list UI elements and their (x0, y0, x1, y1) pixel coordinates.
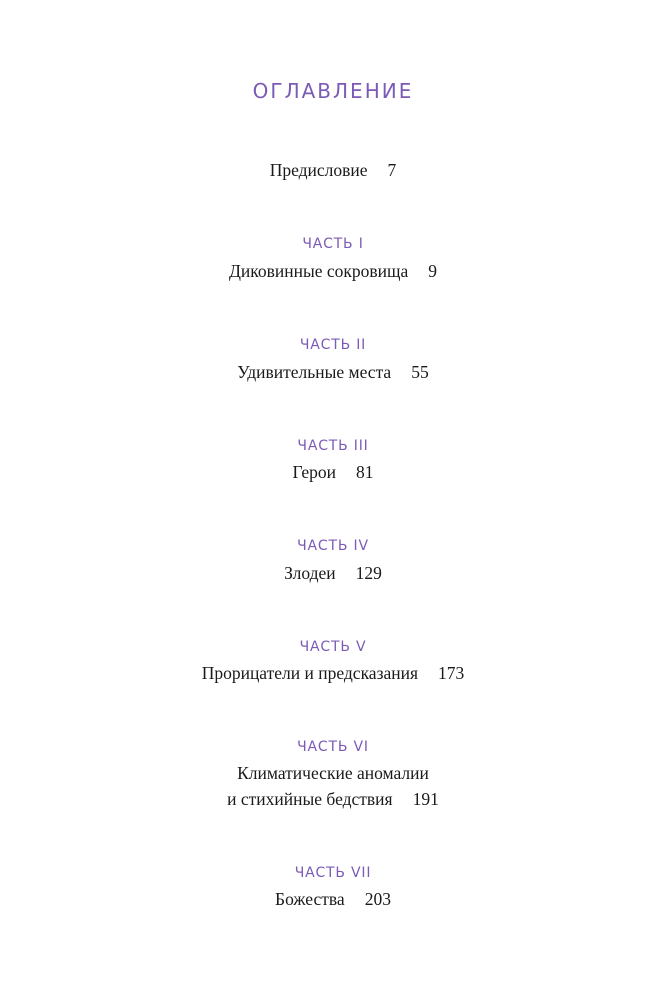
part-label-4: ЧАСТЬ IV (297, 538, 369, 554)
toc-entry-part-4[interactable] (0, 560, 666, 586)
part-label-1: ЧАСТЬ I (302, 236, 364, 252)
toc-entry-part-1[interactable] (0, 258, 666, 284)
toc-entry-part-3[interactable] (0, 459, 666, 485)
entry-title: Злодеи (284, 563, 336, 583)
entry-title: Предисловие (269, 160, 368, 180)
part-label-5: ЧАСТЬ V (299, 639, 367, 655)
toc-heading: ОГЛАВЛЕНИЕ (252, 79, 414, 103)
toc-entry-part-5[interactable] (0, 660, 666, 686)
entry-title: Герои (292, 462, 336, 482)
toc-entry-part-6[interactable] (0, 760, 666, 812)
entry-page-number: 9 (428, 261, 438, 281)
entry-title-line-1: Климатические аномалии (237, 763, 429, 783)
toc-entry-part-7[interactable] (0, 886, 666, 912)
entry-title: Диковинные сокровища (228, 261, 409, 281)
entry-page-number: 191 (412, 789, 439, 809)
part-label-2: ЧАСТЬ II (299, 337, 367, 353)
entry-title: Удивительные места (237, 362, 392, 382)
part-label-6: ЧАСТЬ VI (297, 739, 369, 755)
entry-title-line-2: и стихийные бедствия (227, 789, 393, 809)
toc-entry-preface[interactable] (0, 157, 666, 183)
entry-page-number: 81 (355, 462, 374, 482)
entry-page-number: 129 (355, 563, 382, 583)
part-label-3: ЧАСТЬ III (297, 438, 369, 454)
entry-title: Божества (275, 889, 345, 909)
entry-page-number: 55 (411, 362, 429, 382)
entry-title: Прорицатели и предсказания (201, 663, 419, 683)
part-label-7: ЧАСТЬ VII (294, 865, 372, 881)
toc-entry-part-2[interactable] (0, 359, 666, 385)
entry-page-number: 173 (438, 663, 465, 683)
entry-page-number: 203 (364, 889, 391, 909)
entry-page-number: 7 (387, 160, 397, 180)
